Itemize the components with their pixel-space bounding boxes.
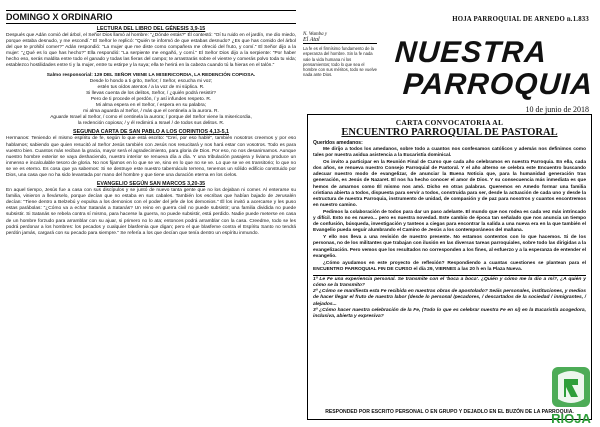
question-item: 3ª ¿Cómo hacer nuestra celebración de la Fe, (Todo lo que es celebrar nuestra Fe en sí) en la Eucaristía acogedora, inclusiva, abierta y expresiva?: [313, 307, 586, 320]
rioja-logo-emblem: [552, 367, 590, 407]
psalm-line: la redención copiosa; / y él redimirá a Israel / de todos sus delitos. R.: [77, 121, 225, 127]
questions: [313, 275, 586, 320]
quote-box: [303, 32, 377, 96]
issue-date: 10 de junio de 2018: [525, 105, 589, 114]
letter-paragraph: Y ello nos lleva a una revisión de nuestro presente. No estamos contentos con lo que hacemos. Si de los personas, no de los militantes que trabajan con ilusión en las diversas tareas parroquiales, sobre todo las dirigidas a la evangelización. Pero vemos que los resultados no corresponden a los fines, al esfuerzo y a la esperanza de entender el evangelio.: [313, 235, 586, 259]
issue-number: HOJA PARROQUIAL DE ARNEDO n.1.833: [452, 16, 589, 23]
letter-paragraph: Me dirijo a todos los amedanos, sobre todo a cuantos nos confesamos católicos y además nos definimos como tales por nuestra asidua asistencia a la Eucaristía dominical.: [313, 147, 586, 159]
sunday-title: DOMINGO X ORDINARIO: [6, 10, 296, 24]
masthead: [303, 10, 593, 122]
reading2-text: Hermanos: Teniendo el mismo espíritu de fe, según lo que está escrito: "Creí, por eso hablé", también nosotros creemos y por eso hablamos; sabiendo que quien resucitó al Señor Jesús también con Jesús nos resucitará y nos hará estar con vosotros. Todo es para vuestro bien. Cuantos más reciban la gracia, mayor será el agradecimiento, para gloria de Dios. Por eso, no nos desanimamos. Aunque nuestro hombre exterior se vaya deshaciendo, nuestro interior se renueva día a día. Y una tribulación pasajera y liviana produce un inmenso e incalculable tesoro de gloria. No nos fijamos en lo que se ve, sino en lo que no se ve. Lo que se ve es transitorio; lo que no se ve es eterno. Es cosa que ya sabemos: Si se destruye este nuestro tabernáculo terreno, tenemos un sólido edificio construido por Dios, una casa que no ha sido levantada por mano del hombre y que tiene una duración eterna en los cielos.: [6, 136, 296, 178]
psalm-line: Pero de ti procede el perdón, / y así infundes respeto. R.: [90, 96, 212, 102]
question-item: 1ª Le Fe una experiencia personal. Se transmite con el 'boca a boca'. ¿Quién y cómo me la dio a mí?, ¿A quién y cómo se la transmito?: [313, 276, 586, 289]
quote-name: El Atal: [303, 37, 377, 44]
rioja-logo-text: RIOJA: [551, 411, 591, 426]
psalm-line: Aguarde Israel al Señor, / como el centinela la aurora; / porque del Señor viene la misericordia,: [50, 115, 252, 121]
question-item: 2ª ¿Cómo se manifiesta esta Fe recibida en nuestras obras de apostolado? Seáis personales, instituciones, y medios de hacer llegar el fruto de nuestra labor (desde lo personal /pecadores, / descartados de la sociedad / inmigrantes, / alejados...: [313, 289, 586, 307]
letter-paragraph: ¿Cómo ayudamos en este proyecto de reflexión? Respondiendo a cuantas cuestiones se plantean para el ENCUENTRO PARROQUIAL FIN DE CURSO el día 29, VIERNES a las 20 h en la Plaza Nueva.: [313, 260, 586, 272]
quote-text: La fe es el firmísimo fundamento de la esperanza del hombre. Sin la fe nada vale la vida humana ni los pensamientos; todo lo que sea el hombre con sus méritos, todo se vuelve nada ante Dios.: [303, 46, 378, 78]
psalm-line: Mi alma espera en el Señor, / espera en su palabra;: [95, 103, 207, 109]
title-parroquia: PARROQUIA: [401, 68, 595, 101]
rioja-logo-icon: [542, 365, 600, 427]
psalm-title: Salmo responsorial: 129 DEL SEÑOR VIENE LA MISERICORDIA, LA REDENCIÓN COPIOSA.: [46, 72, 256, 78]
title-nuestra: NUESTRA: [393, 36, 549, 69]
letter-greeting: Queridos amedanos:: [313, 140, 363, 146]
letter-footer: RESPONDED POR ESCRITO PERSONAL O EN GRUPO Y DEJADLO EN EL BUZÓN DE LA PARROQUIA.: [325, 409, 574, 415]
quote-author: N. Wamba y: [303, 32, 328, 37]
readings-column: [6, 10, 296, 420]
letter-title-line2: ENCUENTRO PARROQUIAL DE PASTORAL: [341, 127, 558, 138]
psalm-line: Si llevas cuenta de los delitos, Señor, / ¿quién podrá resistir?: [86, 90, 216, 96]
psalm-line: estén tus oídos atentos / a la voz de mi súplica. R.: [97, 84, 205, 90]
psalm-line: mi alma aguarda al Señor, / más que el centinela a la aurora. R.: [83, 109, 219, 115]
letter-title-line1: CARTA CONVOCATORIA AL: [395, 118, 504, 127]
letter-paragraph: Pedimos la colaboración de todos para dar un paso adelante. El mundo que nos rodea es cada vez más intrincado y difícil. Esto no es nuevo... pero es nuestra novedad. Este cambio de época tan señalado que nos anuncia un tiempo de confusión, búsqueda, investigación y tanteos a ciegas para encontrar la salida a una nueva era en la que también el Evangelio pueda seguir alumbrando el Camino de Jesús a los contemporáneos del mañana.: [313, 209, 586, 234]
letter-paragraph: Os invito a participar en la Reunión Final de Curso que cada año celebramos en nuestra Parroquia. En ella, cada dos años, se renueva nuestro Consejo Parroquial de Pastoral. Y el año alterno se celebra este Encuentro buscando adecuar nuestro modo de evangelizar, de anunciar la Buena Noticia que, para la humanidad generación tras generación, es Jesús de Nazaret. El nos ha hecho conocer el amor de Dios. Y su consecuencia más inmediata es que hemos de amarnos como Él mismo nos amó. Dicho en otras palabras. Queremos en Amedo formar una familia cristiana abierta a todos, dispuesta para servir a todos, construida para ser, desde la actuación de cada uno y desde la estructura de nuestra Parroquia, instrumento de unidad, de compasión y de paz para nosotros y cuantos encontremos en nuestro camino.: [313, 160, 586, 208]
psalm: [6, 73, 296, 128]
psalm-line: Desde lo hondo a ti grito, Señor; / Señor, escucha mi voz;: [89, 78, 213, 84]
reading1-text: Después que Adán comió del árbol, el Señor Dios llamó al hombre: "¿Dónde estás?" Él contestó: "Oí tu ruido en el jardín, me dio miedo, porque estaba desnudo, y me escondí." El Señor le replicó: "Quién te informó de que estabas desnudo? ¿Es que has comido del árbol del que te prohibí comer?" Adán respondió: "La mujer que me diste como compañera me ofreció del fruto, y comí." El Señor dijo a la mujer: "¿Qué es lo que has hecho?" Ella respondió: "La serpiente me engañó, y comí." El Señor Dios dijo a la serpiente: "Por haber hecho eso, serás maldita entre todo el ganado y todas las fieras del campo; te arrastrarás sobre el vientre y comerás polvo toda tu vida; establezco hostilidades entre ti y la mujer, entre tu estirpe y la suya; ella te herirá en la cabeza cuando tú la hieras en el talón.": [6, 33, 296, 69]
reading1-title: LECTURA DEL LIBRO DEL GÉNESIS 3,9-15: [96, 26, 206, 32]
gospel-text: En aquel tiempo, Jesús fue a casa con sus discípulos y se juntó de nuevo tanta gente que no los dejaban ni comer. Al enterarse su familia, vinieron a llevárselo, porque decían que no estaba en sus cabales. También los escribas que habían bajado de Jerusalén decían: "Tiene dentro a Belzebú y expulsa a los demonios con el poder del jefe de los demonios." Él los invitó a acercarse y les puso estas parábolas: "¿Cómo va a echar Satanás a Satanás? Un reino en guerra civil no puede subsistir; una familia dividida no puede subsistir. Si Satanás se rebela contra sí mismo, para hacerse la guerra, no puede subsistir, está perdido. Nadie puede meterse en casa de un hombre forzudo para arramblar con su ajuar, si primero no lo ata; entonces podrá arramblar con la casa. Creedme, todo se les podrá perdonar a los hombres: los pecados y cualquier blasfemia que digan; pero el que blasfeme contra el Espíritu Santo no tendrá perdón jamás, cargará con su pecado para siempre." Se refería a los que decían que tenía dentro un espíritu inmundo.: [6, 188, 296, 236]
gospel-title: EVANGELIO SEGÚN SAN MARCOS 3,20-35: [96, 181, 206, 188]
reading2-title: SEGUNDA CARTA DE SAN PABLO A LOS CORINTIOS 4,13-5,1: [73, 129, 229, 136]
